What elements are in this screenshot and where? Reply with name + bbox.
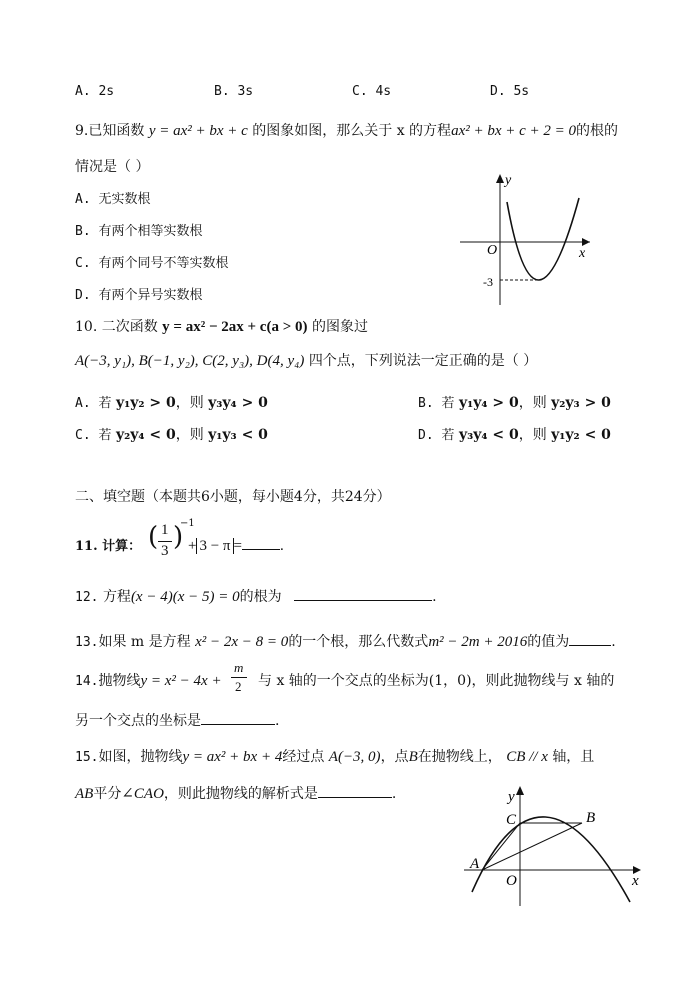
- q14-text-b: 与 x 轴的一个交点的坐标为(1，0)，则此抛物线与 x 轴的: [258, 673, 615, 689]
- q11-answer-blank: [242, 535, 280, 550]
- q9-parabola-curve: [507, 198, 579, 280]
- q9-option-d: D. 有两个异号实数根: [75, 288, 203, 303]
- q10-option-b: B. 若 y₁y₄ > 0，则 y₂y₃ > 0: [418, 395, 611, 411]
- q14-frac-den: 2: [235, 679, 242, 694]
- q8-option-d: D. 5s: [490, 84, 530, 99]
- q8-option-b: B. 3s: [214, 84, 254, 99]
- q9-x-label: x: [579, 246, 586, 261]
- q9-y-arrow-icon: [496, 174, 504, 183]
- q8-option-a: A. 2s: [75, 84, 115, 99]
- q10-stem-b: 的图象过: [311, 319, 368, 335]
- q13-answer-blank: [569, 631, 611, 646]
- q14-answer-blank: [201, 710, 275, 725]
- q10-function: y = ax² − 2ax + c(a > 0): [162, 319, 308, 335]
- q15-label-a: A: [470, 856, 480, 872]
- q9-option-b: B. 有两个相等实数根: [75, 224, 203, 239]
- q10-number: 10.: [75, 319, 98, 335]
- q15-function: y = ax² + bx + 4: [182, 749, 283, 765]
- q15-parabola-graph: [460, 782, 645, 907]
- q10-option-c: C. 若 y₂y₄ < 0，则 y₁y₃ < 0: [75, 427, 268, 443]
- q11-frac-den: 3: [161, 543, 169, 559]
- q11-abs: 3 − π: [196, 538, 233, 554]
- q12-line: 12. 方程(x − 4)(x − 5) = 0的根为 .: [75, 586, 437, 606]
- q14-frac-bar: [231, 677, 247, 678]
- q15-cb-parallel: CB // x: [506, 749, 548, 765]
- q9-function: y = ax² + bx + c: [148, 123, 248, 139]
- q9-stem-a: 已知函数: [88, 123, 145, 139]
- q13-equation: x² − 2x − 8 = 0: [195, 634, 289, 650]
- q9-option-c: C. 有两个同号不等实数根: [75, 256, 229, 271]
- q10-stem-a: 二次函数: [101, 319, 158, 335]
- q15-line2: AB平分∠CAO，则此抛物线的解析式是 .: [75, 783, 396, 803]
- q15-answer-blank: [318, 783, 392, 798]
- q8-option-c: C. 4s: [352, 84, 392, 99]
- q11-label: 11. 计算：: [75, 539, 142, 554]
- q10-points: A(−3, y₁), B(−1, y₂), C(2, y₃), D(4, y₄): [75, 353, 305, 369]
- q14-frac-num: m: [234, 660, 244, 675]
- q9-stem-b: 的图象如图，那么关于 x 的方程: [252, 123, 452, 139]
- q15-origin-label: O: [506, 873, 517, 889]
- q10-option-a: A. 若 y₁y₂ > 0，则 y₃y₄ > 0: [75, 395, 268, 411]
- q15-x-label: x: [632, 873, 639, 889]
- q9-y-label: y: [505, 173, 512, 188]
- q9-option-a: A. 无实数根: [75, 192, 151, 207]
- q15-label-b: B: [586, 810, 596, 826]
- q15-y-arrow-icon: [516, 786, 524, 795]
- q11-rest: + 3 − π = .: [188, 535, 284, 555]
- q9-stem-d: 情况是（ ）: [75, 159, 150, 175]
- q10-stem-line1: [75, 316, 368, 336]
- q15-point-a: A(−3, 0): [328, 749, 381, 765]
- q11-frac-bar: [158, 541, 172, 542]
- q14-line1: 14.抛物线y = x² − 4x +: [75, 673, 222, 689]
- q12-equation: (x − 4)(x − 5) = 0: [130, 589, 240, 605]
- q9-parabola-graph: [455, 170, 595, 310]
- q15-y-label: y: [508, 789, 515, 805]
- q9-x-arrow-icon: [582, 238, 590, 246]
- q15-line1: 15.如图，抛物线y = ax² + bx + 4经过点 A(−3, 0)，点B在抛物线上， CB // x 轴，且: [75, 749, 595, 765]
- q9-stem-line1: [75, 120, 618, 140]
- q15-angle: ∠CAO: [121, 786, 164, 802]
- q10-stem-c: 四个点，下列说法一定正确的是（ ）: [308, 353, 538, 369]
- q13-expression: m² − 2m + 2016: [428, 634, 528, 650]
- q15-segment-ac: [482, 823, 520, 870]
- q9-stem-c: 的根的: [576, 123, 619, 139]
- q10-stem-line2: [75, 350, 537, 370]
- q11-exponent: −1: [180, 518, 195, 529]
- q14-function: y = x² − 4x +: [140, 673, 222, 689]
- q9-number: 9.: [75, 123, 89, 139]
- q11-frac-num: 1: [161, 522, 169, 538]
- q9-min-label: -3: [483, 275, 493, 289]
- q11-left-paren: (: [148, 522, 159, 552]
- q13-line: 13.如果 m 是方程 x² − 2x − 8 = 0的一个根，那么代数式m² − 2m + 2016的值为 .: [75, 631, 616, 651]
- q9-origin-label: O: [487, 243, 498, 258]
- q11-right-paren: ): [173, 522, 184, 552]
- q15-label-c: C: [506, 812, 517, 828]
- q9-equation: ax² + bx + c + 2 = 0: [451, 123, 577, 139]
- q15-parabola-curve: [472, 817, 630, 902]
- q12-answer-blank: [294, 586, 432, 601]
- q14-line2: 另一个交点的坐标是 .: [75, 710, 279, 730]
- q10-option-d: D. 若 y₃y₄ < 0，则 y₁y₂ < 0: [418, 427, 611, 443]
- section2-title: 二、填空题（本题共6小题，每小题4分，共24分）: [75, 489, 391, 505]
